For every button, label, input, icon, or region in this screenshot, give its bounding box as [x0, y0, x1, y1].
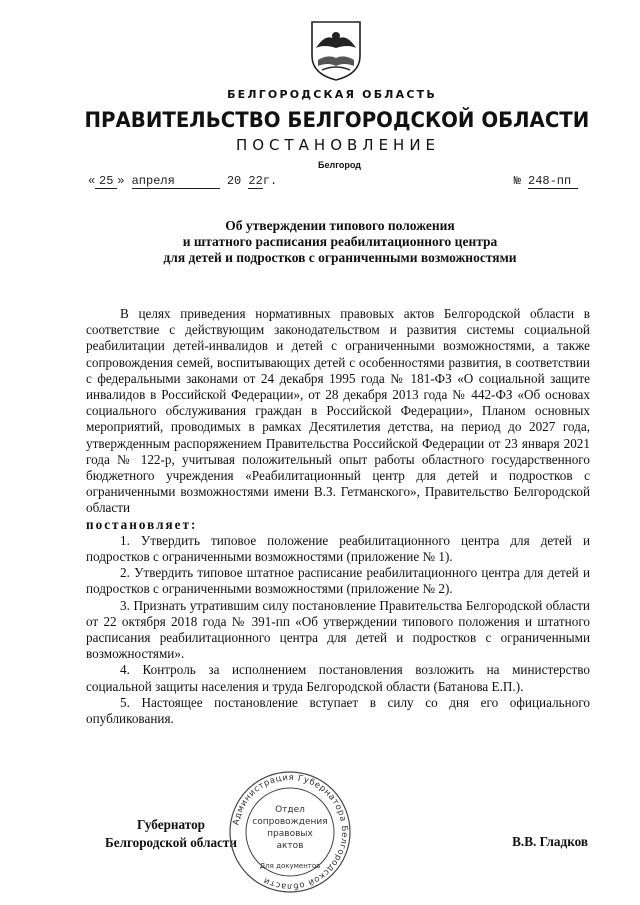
stamp-line: Отдел — [275, 805, 305, 815]
list-item: 2. Утвердить типовое штатное расписание реабилитационного центра для детей и подростков с ограниченными возможностями (приложение № 2). — [86, 565, 590, 597]
official-stamp — [226, 768, 354, 896]
list-item: 5. Настоящее постановление вступает в силу со дня его официального опубликования. — [86, 694, 590, 727]
date-day: 25 — [95, 174, 117, 189]
city-name: Белгород — [318, 160, 361, 170]
document-date: « 25 » апреля 20 22г. — [88, 174, 278, 188]
resolves-label: постановляет: — [86, 516, 198, 532]
stamp-line: сопровождения — [252, 817, 328, 827]
government-name: ПРАВИТЕЛЬСТВО БЕЛГОРОДСКОЙ ОБЛАСТИ — [84, 108, 590, 132]
preamble-paragraph: В целях приведения нормативных правовых актов Белгородской области в соответствие с действующим законодательством и развития системы социальной реабилитации детей-инвалидов и детей с ограниченными возможностями, а также сопровождения семей, воспитывающих детей с особенностями развития, в соответствии с федеральными законами от 24 декабря 1995 года № 181-ФЗ «О социальной защите инвалидов в Российской Федерации», от 28 декабря 2013 года № 442-ФЗ «Об основах социального обслуживания граждан в Российской Федерации», Планом основных мероприятий, проводимых в рамках Десятилетия детства, на период до 2027 года, утвержденным распоряжением Правительства Российской Федерации от 23 января 2021 года № 122-р, учитывая положительный опыт работы областного государственного бюджетного учреждения «Реабилитационный центр для детей и подростков с ограниченными возможностями имени В.З. Гетманского», Правительство Белгородской области — [86, 306, 590, 516]
coat-of-arms-icon — [308, 18, 364, 82]
signatory-title: Губернатор Белгородской области — [105, 817, 237, 850]
document-body — [86, 306, 590, 727]
document-type: ПОСТАНОВЛЕНИЕ — [235, 136, 441, 154]
document-title: Об утверждении типового положения и штатного расписания реабилитационного центра для детей и подростков с ограниченными возможностями — [163, 218, 517, 265]
region-name: БЕЛГОРОДСКАЯ ОБЛАСТЬ — [227, 88, 437, 101]
date-month: апреля — [132, 174, 220, 189]
stamp-line: актов — [276, 841, 304, 851]
stamp-bottom-text: Для документов — [259, 862, 321, 870]
stamp-line: правовых — [267, 829, 313, 839]
list-item: 4. Контроль за исполнением постановления возложить на министерство социальной защиты населения и труда Белгородской области (Батанова Е.П.). — [86, 662, 590, 694]
date-year: 22 — [248, 174, 263, 188]
signatory-name: В.В. Гладков — [512, 834, 588, 849]
document-number: № 248-пп — [514, 174, 578, 189]
list-item: 1. Утвердить типовое положение реабилитационного центра для детей и подростков с ограниченными возможностями (приложение № 1). — [86, 532, 590, 565]
list-item: 3. Признать утратившим силу постановление Правительства Белгородской области от 22 октября 2018 года № 391-пп «Об утверждении типового положения и штатного расписания реабилитационного центра для детей и подростков с ограниченными возможностями». — [86, 597, 590, 662]
stamp-ring-text: Администрация Губернатора Белгородской области — [231, 772, 350, 892]
